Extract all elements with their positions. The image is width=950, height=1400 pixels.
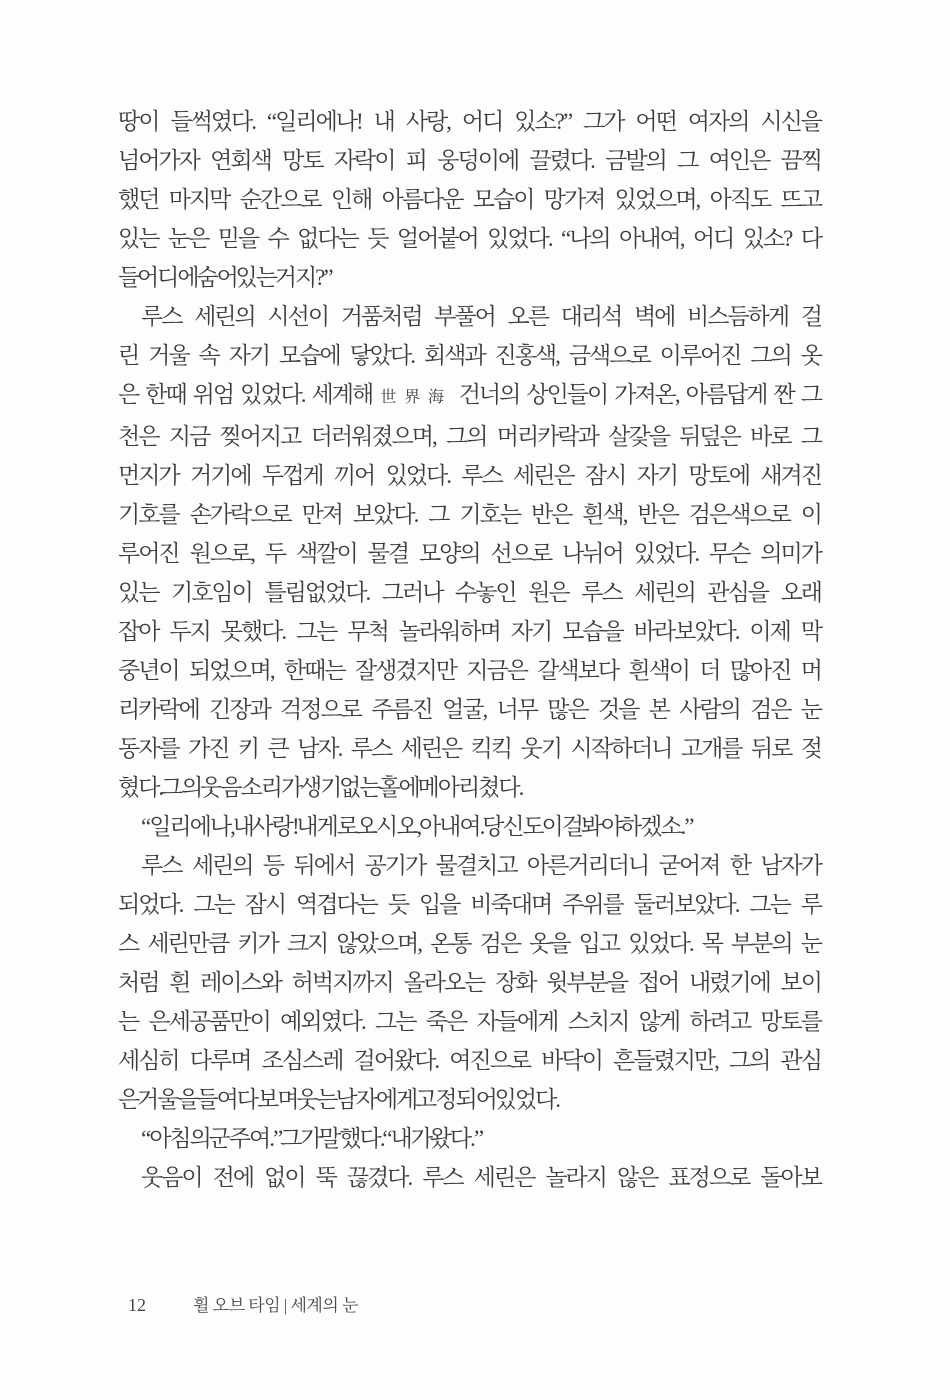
text-line: 리카락에 긴장과 걱정으로 주름진 얼굴, 너무 많은 것을 본 사람의 검은 눈	[118, 697, 821, 722]
text-line: 은 거울을 들여다보며 웃는 남자에게 고정되어 있었다.	[118, 1087, 560, 1112]
text-line: 했던 마지막 순간으로 인해 아름다운 모습이 망가져 있었으며, 아직도 뜨고	[118, 187, 821, 212]
page-number: 12	[128, 1295, 146, 1315]
text-line: 처럼 흰 레이스와 허벅지까지 올라오는 장화 윗부분을 접어 내렸기에 보이	[118, 970, 821, 995]
text-line: 천은 지금 찢어지고 더러워졌으며, 그의 머리카락과 살갗을 뒤덮은 바로 그	[118, 424, 821, 449]
running-title: 휠 오브 타임 | 세계의 눈	[193, 1296, 358, 1315]
text-line: 린 거울 속 자기 모습에 닿았다. 회색과 진홍색, 금색으로 이루어진 그의 옷	[118, 343, 821, 368]
text-line: 땅이 들썩였다. “일리에나! 내 사랑, 어디 있소?” 그가 어떤 여자의 시신을	[118, 109, 821, 134]
text-line: 루스 세린의 시선이 거품처럼 부풀어 오른 대리석 벽에 비스듬하게 걸	[141, 304, 821, 329]
text-line: 루어진 원으로, 두 색깔이 물결 모양의 선으로 나뉘어 있었다. 무슨 의미가	[118, 541, 821, 566]
text-line: 세심히 다루며 조심스레 걸어왔다. 여진으로 바닥이 흔들렸지만, 그의 관심	[118, 1048, 821, 1073]
text-line: 는 은세공품만이 예외였다. 그는 죽은 자들에게 스치지 않게 하려고 망토를	[118, 1009, 821, 1034]
text-line: 중년이 되었으며, 한때는 잘생겼지만 지금은 갈색보다 흰색이 더 많아진 머	[118, 658, 821, 683]
text-line: 동자를 가진 키 큰 남자. 루스 세린은 킥킥 웃기 시작하더니 고개를 뒤로 젖	[118, 736, 821, 761]
text-line: 먼지가 거기에 두껍게 끼어 있었다. 루스 세린은 잠시 자기 망토에 새겨진	[118, 463, 821, 488]
text-line: 스 세린만큼 키가 크지 않았으며, 온통 검은 옷을 입고 있었다. 목 부분의 눈	[118, 931, 821, 956]
text-line: 넘어가자 연회색 망토 자락이 피 웅덩이에 끌렸다. 금발의 그 여인은 끔찍	[118, 148, 821, 173]
text-line: 되었다. 그는 잠시 역겹다는 듯 입을 비죽대며 주위를 둘러보았다. 그는 루	[118, 892, 821, 917]
text-line: 기호를 손가락으로 만져 보았다. 그 기호는 반은 흰색, 반은 검은색으로 이	[118, 502, 821, 527]
text-line: 루스 세린의 등 뒤에서 공기가 물결치고 아른거리더니 굳어져 한 남자가	[141, 853, 821, 878]
text-line: 잡아 두지 못했다. 그는 무척 놀라워하며 자기 모습을 바라보았다. 이제 막	[118, 619, 821, 644]
text-line: 은 한때 위엄 있었다. 세계해世界海 건너의 상인들이 가져온, 아름답게 짠 그	[118, 382, 821, 407]
text-line: 있는 눈은 믿을 수 없다는 듯 얼어붙어 있었다. “나의 아내여, 어디 있소? 다	[118, 226, 821, 251]
text-line: 들 어디에 숨어 있는 거지?”	[118, 265, 332, 290]
page-text	[118, 102, 821, 1197]
text-line: 있는 기호임이 틀림없었다. 그러나 수놓인 원은 루스 세린의 관심을 오래	[118, 580, 821, 605]
text-line: 혔다. 그의 웃음소리가 생기 없는 홀에 메아리쳤다.	[118, 775, 523, 800]
text-line: “일리에나, 내 사랑! 내게로 오시오, 아내여. 당신도 이걸 봐야 하겠소.”	[141, 814, 693, 839]
text-line: 웃음이 전에 없이 뚝 끊겼다. 루스 세린은 놀라지 않은 표정으로 돌아보	[141, 1165, 821, 1190]
hanja-annotation: 世界海	[372, 389, 452, 406]
page-footer	[128, 1291, 358, 1316]
text-line: “아침의 군주여.” 그가 말했다. “내가 왔다.”	[141, 1126, 483, 1151]
